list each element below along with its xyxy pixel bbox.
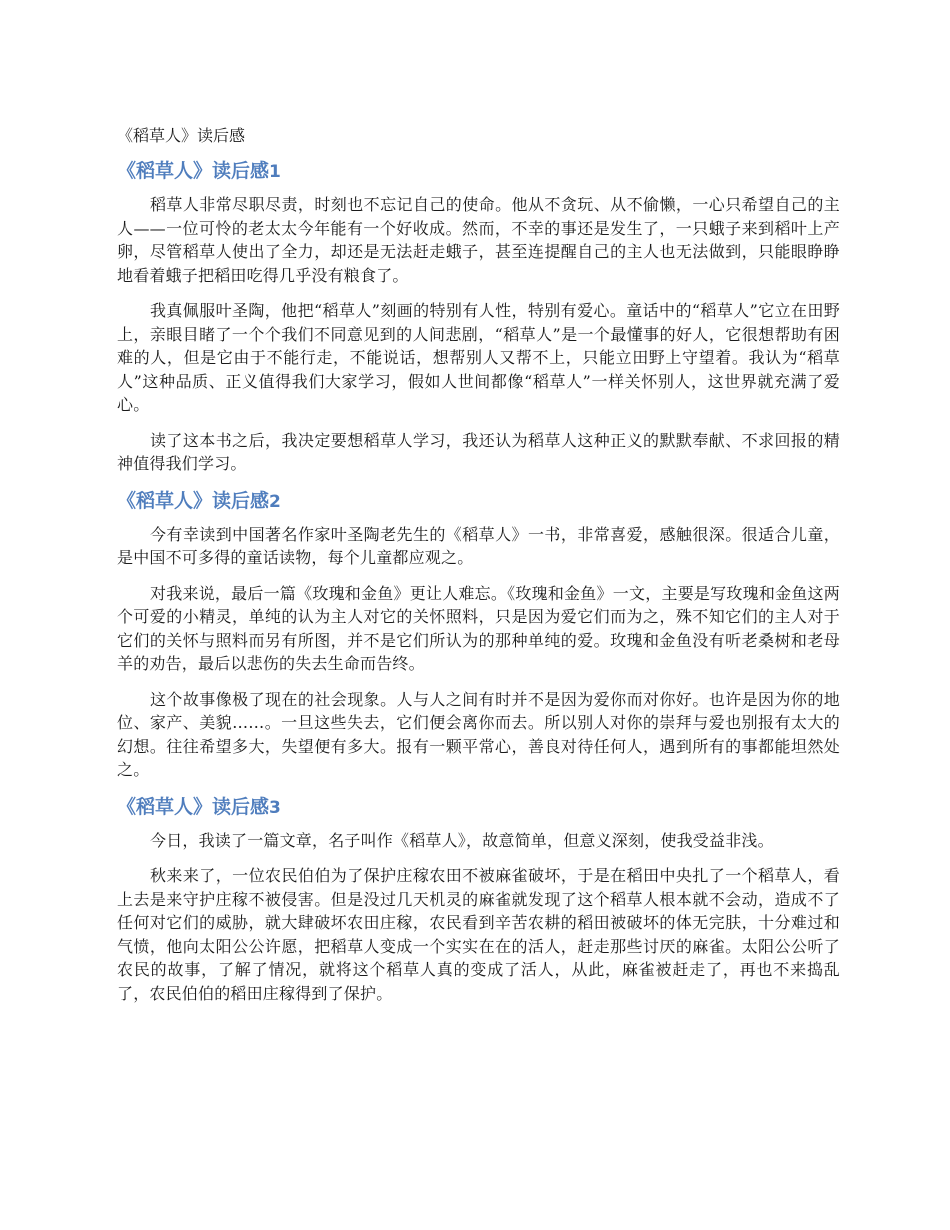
paragraph: 我真佩服叶圣陶，他把“稻草人”刻画的特别有人性，特别有爱心。童话中的“稻草人”它立在田野上，亲眼目睹了一个个我们不同意见到的人间悲剧，“稻草人”是一个最懂事的好人，它很想帮助有困难的人，但是它由于不能行走，不能说话，想帮别人又帮不上，只能立田野上守望着。我认为“稻草人”这种品质、正义值得我们大家学习，假如人世间都像“稻草人”一样关怀别人，这世界就充满了爱心。 <box>117 301 840 414</box>
paragraph: 这个故事像极了现在的社会现象。人与人之间有时并不是因为爱你而对你好。也许是因为你的地位、家产、美貌……。一旦这些失去，它们便会离你而去。所以别人对你的崇拜与爱也别报有太大的幻想。往往希望多大，失望便有多大。报有一颗平常心，善良对待任何人，遇到所有的事都能坦然处之。 <box>117 689 840 779</box>
paragraph: 今日，我读了一篇文章，名子叫作《稻草人》，故意简单，但意义深刻，使我受益非浅。 <box>150 830 774 850</box>
document-title: 《稻草人》读后感 <box>117 126 246 145</box>
section-heading-text: 《稻草人》读后感 <box>117 795 270 818</box>
paragraph: 秋来来了，一位农民伯伯为了保护庄稼农田不被麻雀破坏，于是在稻田中央扎了一个稻草人，看上去是来守护庄稼不被侵害。但是没过几天机灵的麻雀就发现了这个稻草人根本就不会动，造成不了任何对它们的威胁，就大肆破坏农田庄稼，农民看到辛苦农耕的稻田被破坏的体无完肤，十分难过和气愤，他向太阳公公许愿，把稻草人变成一个实实在在的活人，赶走那些讨厌的麻雀。太阳公公听了农民的故事，了解了情况，就将这个稻草人真的变成了活人，从此，麻雀被赶走了，再也不来捣乱了，农民伯伯的稻田庄稼得到了保护。 <box>117 866 840 1003</box>
section-heading-text: 《稻草人》读后感 <box>117 160 270 182</box>
section-heading <box>117 794 840 821</box>
section-number: 1 <box>269 162 281 182</box>
section-heading <box>117 158 840 185</box>
section-number: 3 <box>269 797 281 818</box>
paragraph: 读了这本书之后，我决定要想稻草人学习，我还认为稻草人这种正义的默默奉献、不求回报的精神值得我们学习。 <box>117 430 840 473</box>
section-number: 2 <box>269 491 281 512</box>
section-heading <box>117 488 840 515</box>
section-1 <box>117 158 840 476</box>
section-heading-text: 《稻草人》读后感 <box>117 489 270 512</box>
paragraph: 稻草人非常尽职尽责，时刻也不忘记自己的使命。他从不贪玩、从不偷懒，一心只希望自己的主人——一位可怜的老太太今年能有一个好收成。然而，不幸的事还是发生了，一只蛾子来到稻叶上产卵，尽管稻草人使出了全力，却还是无法赶走蛾子，甚至连提醒自己的主人也无法做到，只能眼睁睁地看着蛾子把稻田吃得几乎没有粮食了。 <box>117 195 840 285</box>
document-page <box>117 124 840 1017</box>
paragraph: 今有幸读到中国著名作家叶圣陶老先生的《稻草人》一书，非常喜爱，感触很深。很适合儿童，是中国不可多得的童话读物，每个儿童都应观之。 <box>117 524 840 567</box>
section-3 <box>117 794 840 1006</box>
paragraph: 对我来说，最后一篇《玫瑰和金鱼》更让人难忘。《玫瑰和金鱼》一文，主要是写玫瑰和金鱼这两个可爱的小精灵，单纯的认为主人对它的关怀照料，只是因为爱它们而为之，殊不知它们的主人对于它们的关怀与照料而另有所图，并不是它们所认为的那种单纯的爱。玫瑰和金鱼没有听老桑树和老母羊的劝告，最后以悲伤的失去生命而告终。 <box>117 583 840 673</box>
section-2 <box>117 488 840 782</box>
